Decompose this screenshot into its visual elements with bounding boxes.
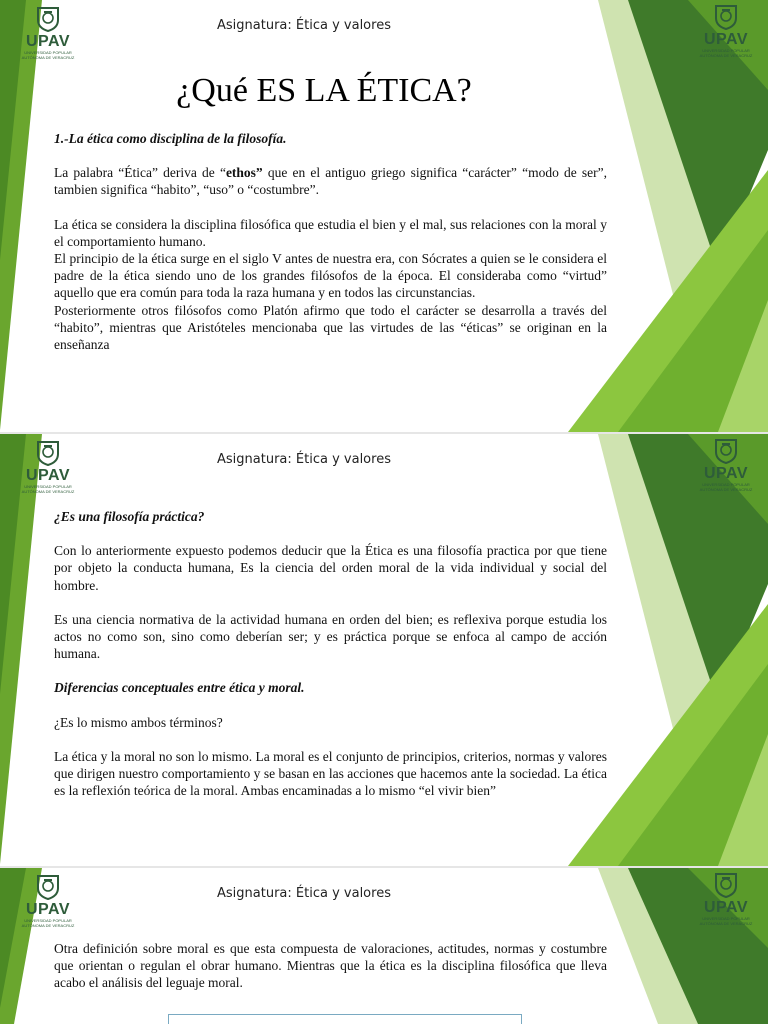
logo-text: UPAV: [703, 899, 749, 916]
slide-2: [0, 434, 768, 866]
slide-2-content: [54, 508, 607, 799]
paragraph: La ética y la moral no son lo mismo. La moral es el conjunto de principios, criterios, normas y valores que dirigen nuestro comportamiento y se basan en las acciones que hacemos ante la sociedad. La ética es la reflexión teórica de la moral. Ambas encaminadas a lo mismo “el vivir bien”: [54, 748, 607, 799]
upav-logo-right: [696, 872, 756, 932]
logo-text: UPAV: [703, 31, 749, 48]
upav-logo-right: [696, 438, 756, 498]
logo-text: UPAV: [703, 465, 749, 482]
shield-icon: [714, 872, 738, 898]
slide-1-content: [54, 130, 607, 353]
logo-subtext: UNIVERSIDAD POPULAR AUTÓNOMA DE VERACRUZ: [699, 482, 753, 492]
logo-text: UPAV: [25, 901, 71, 918]
logo-subtext: UNIVERSIDAD POPULAR AUTÓNOMA DE VERACRUZ: [699, 48, 753, 58]
logo-text: UPAV: [25, 33, 71, 50]
section-heading: ¿Es una filosofía práctica?: [54, 509, 205, 524]
upav-logo: [18, 874, 78, 934]
paragraph-ethos: [54, 164, 607, 198]
content-frame: [168, 1014, 522, 1024]
subject-header: Asignatura: Ética y valores: [217, 18, 391, 33]
shield-icon: [714, 438, 738, 464]
upav-logo: [18, 440, 78, 500]
subject-header: Asignatura: Ética y valores: [217, 886, 391, 901]
paragraph: El principio de la ética surge en el siglo V antes de nuestra era, con Sócrates a quien se le considera el padre de la ética siendo uno de los grandes filósofos de la época. El consideraba como “virtud” aquello que era común para toda la raza humana y en todos las circunstancias.: [54, 251, 607, 301]
logo-text: UPAV: [25, 467, 71, 484]
text-run: La palabra “Ética” deriva de “: [54, 165, 226, 181]
slide-3: [0, 868, 768, 1024]
question-text: ¿Es lo mismo ambos términos?: [54, 714, 223, 730]
slide-1: [0, 0, 768, 432]
page-title: ¿Qué ES LA ÉTICA?: [176, 72, 472, 109]
logo-subtext: UNIVERSIDAD POPULAR AUTÓNOMA DE VERACRUZ: [21, 918, 75, 928]
logo-subtext: UNIVERSIDAD POPULAR AUTÓNOMA DE VERACRUZ: [21, 484, 75, 494]
shield-icon: [714, 4, 738, 30]
logo-subtext: UNIVERSIDAD POPULAR AUTÓNOMA DE VERACRUZ: [699, 916, 753, 926]
paragraph: Con lo anteriormente expuesto podemos deducir que la Ética es una filosofía practica por que tiene por objeto la conducta humana, Es la ciencia del orden moral de la vida individual y social del hombre.: [54, 543, 607, 593]
section-heading: Diferencias conceptuales entre ética y moral.: [54, 680, 305, 696]
slide-3-content: [54, 940, 607, 992]
upav-logo-right: [696, 4, 756, 64]
subject-header: Asignatura: Ética y valores: [217, 452, 391, 467]
paragraph: Posteriormente otros filósofos como Platón afirmo que todo el carácter se desarrolla a través del “habito”, mientras que Aristóteles mencionaba que las virtudes de las “éticas” se originan en la enseñanza: [54, 302, 607, 353]
upav-logo: [18, 6, 78, 66]
section-heading: 1.-La ética como disciplina de la filosofía.: [54, 131, 287, 146]
logo-subtext: UNIVERSIDAD POPULAR AUTÓNOMA DE VERACRUZ: [21, 50, 75, 60]
bold-term: ethos”: [225, 165, 263, 181]
paragraph: Otra definición sobre moral es que esta compuesta de valoraciones, actitudes, normas y costumbre que orientan o regulan el obrar humano. Mientras que la ética es la disciplina filosófica que lleva acabo el análisis del leguaje moral.: [54, 941, 607, 991]
text-run: que en el antiguo griego significa “carácter” “modo de ser”, tambien significa “habito”, “uso” o “costumbre”.: [54, 165, 607, 198]
paragraph: La ética se considera la disciplina filosófica que estudia el bien y el mal, sus relaciones con la moral y el comportamiento humano.: [54, 216, 607, 249]
paragraph: Es una ciencia normativa de la actividad humana en orden del bien; es reflexiva porque estudia los actos no como son, sino como deberían ser; y es práctica porque se enfoca al campo de acción humana.: [54, 611, 607, 662]
